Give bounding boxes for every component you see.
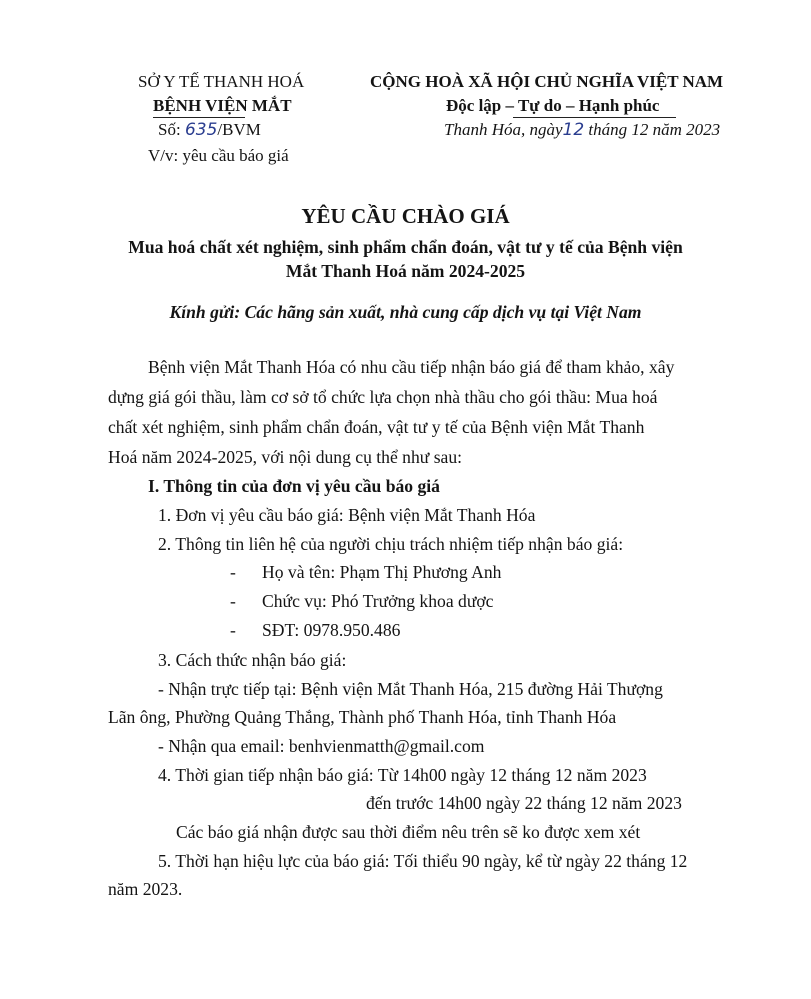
country-name: CỘNG HOÀ XÃ HỘI CHỦ NGHĨA VIỆT NAM — [370, 72, 724, 91]
section1-item3-direct-line1: - Nhận trực tiếp tại: Bệnh viện Mắt Thanh Hóa, 215 đường Hải Thượng — [158, 679, 663, 699]
greeting: Kính gửi: Các hãng sản xuất, nhà cung cấp dịch vụ tại Việt Nam — [169, 302, 642, 322]
contact-dash: - — [230, 562, 236, 582]
section1-item5-line1: 5. Thời hạn hiệu lực của báo giá: Tối thiểu 90 ngày, kể từ ngày 22 tháng 12 — [158, 851, 688, 871]
document-date — [444, 120, 720, 140]
section1-item3-direct-line2: Lãn ông, Phường Quảng Thắng, Thành phố Thanh Hóa, tỉnh Thanh Hóa — [108, 707, 617, 727]
document-title: YÊU CẦU CHÀO GIÁ — [301, 204, 510, 228]
section1-item3: 3. Cách thức nhận báo giá: — [158, 650, 347, 670]
section1-item4-line1: 4. Thời gian tiếp nhận báo giá: Từ 14h00 ngày 12 tháng 12 năm 2023 — [158, 765, 647, 785]
national-motto: Độc lập – Tự do – Hạnh phúc — [446, 96, 660, 115]
intro-line3: chất xét nghiệm, sinh phẩm chẩn đoán, vật tư y tế của Bệnh viện Mắt Thanh — [108, 417, 645, 437]
motto-underline — [513, 117, 676, 118]
date-suffix: tháng 12 năm 2023 — [584, 120, 721, 139]
contact-phone: SĐT: 0978.950.486 — [262, 620, 401, 640]
section1-item1: 1. Đơn vị yêu cầu báo giá: Bệnh viện Mắt Thanh Hóa — [158, 505, 536, 525]
hospital-name-underline — [153, 117, 245, 118]
section1-item3-email: - Nhận qua email: benhvienmatth@gmail.com — [158, 736, 485, 756]
contact-dash: - — [230, 591, 236, 611]
department-name: SỞ Y TẾ THANH HOÁ — [138, 72, 305, 91]
document-subtitle-line1: Mua hoá chất xét nghiệm, sinh phẩm chẩn đoán, vật tư y tế của Bệnh viện — [128, 237, 683, 257]
contact-dash: - — [230, 620, 236, 640]
document-number-suffix: /BVM — [217, 120, 261, 139]
section1-item4-note: Các báo giá nhận được sau thời điểm nêu trên sẽ ko được xem xét — [176, 822, 641, 842]
section1-item4-line2: đến trước 14h00 ngày 22 tháng 12 năm 2023 — [366, 793, 682, 813]
date-day-handwritten: 12 — [562, 120, 585, 140]
intro-line1: Bệnh viện Mắt Thanh Hóa có nhu cầu tiếp nhận báo giá để tham khảo, xây — [148, 357, 675, 377]
document-number — [158, 120, 261, 140]
intro-line4: Hoá năm 2024-2025, với nội dung cụ thể như sau: — [108, 447, 463, 467]
section1-item2: 2. Thông tin liên hệ của người chịu trách nhiệm tiếp nhận báo giá: — [158, 534, 624, 554]
hospital-name: BỆNH VIỆN MẮT — [153, 96, 292, 115]
document-number-prefix: Số: — [158, 120, 185, 139]
document-number-handwritten: 635 — [184, 120, 218, 140]
date-prefix: Thanh Hóa, ngày — [444, 120, 563, 139]
contact-name: Họ và tên: Phạm Thị Phương Anh — [262, 562, 502, 582]
document-subject: V/v: yêu cầu báo giá — [148, 146, 289, 165]
intro-line2: dựng giá gói thầu, làm cơ sở tổ chức lựa chọn nhà thầu cho gói thầu: Mua hoá — [108, 387, 658, 407]
contact-position: Chức vụ: Phó Trưởng khoa dược — [262, 591, 494, 611]
section1-item5-line2: năm 2023. — [108, 879, 183, 899]
document-subtitle-line2: Mắt Thanh Hoá năm 2024-2025 — [285, 261, 526, 281]
section1-heading: I. Thông tin của đơn vị yêu cầu báo giá — [148, 476, 440, 496]
